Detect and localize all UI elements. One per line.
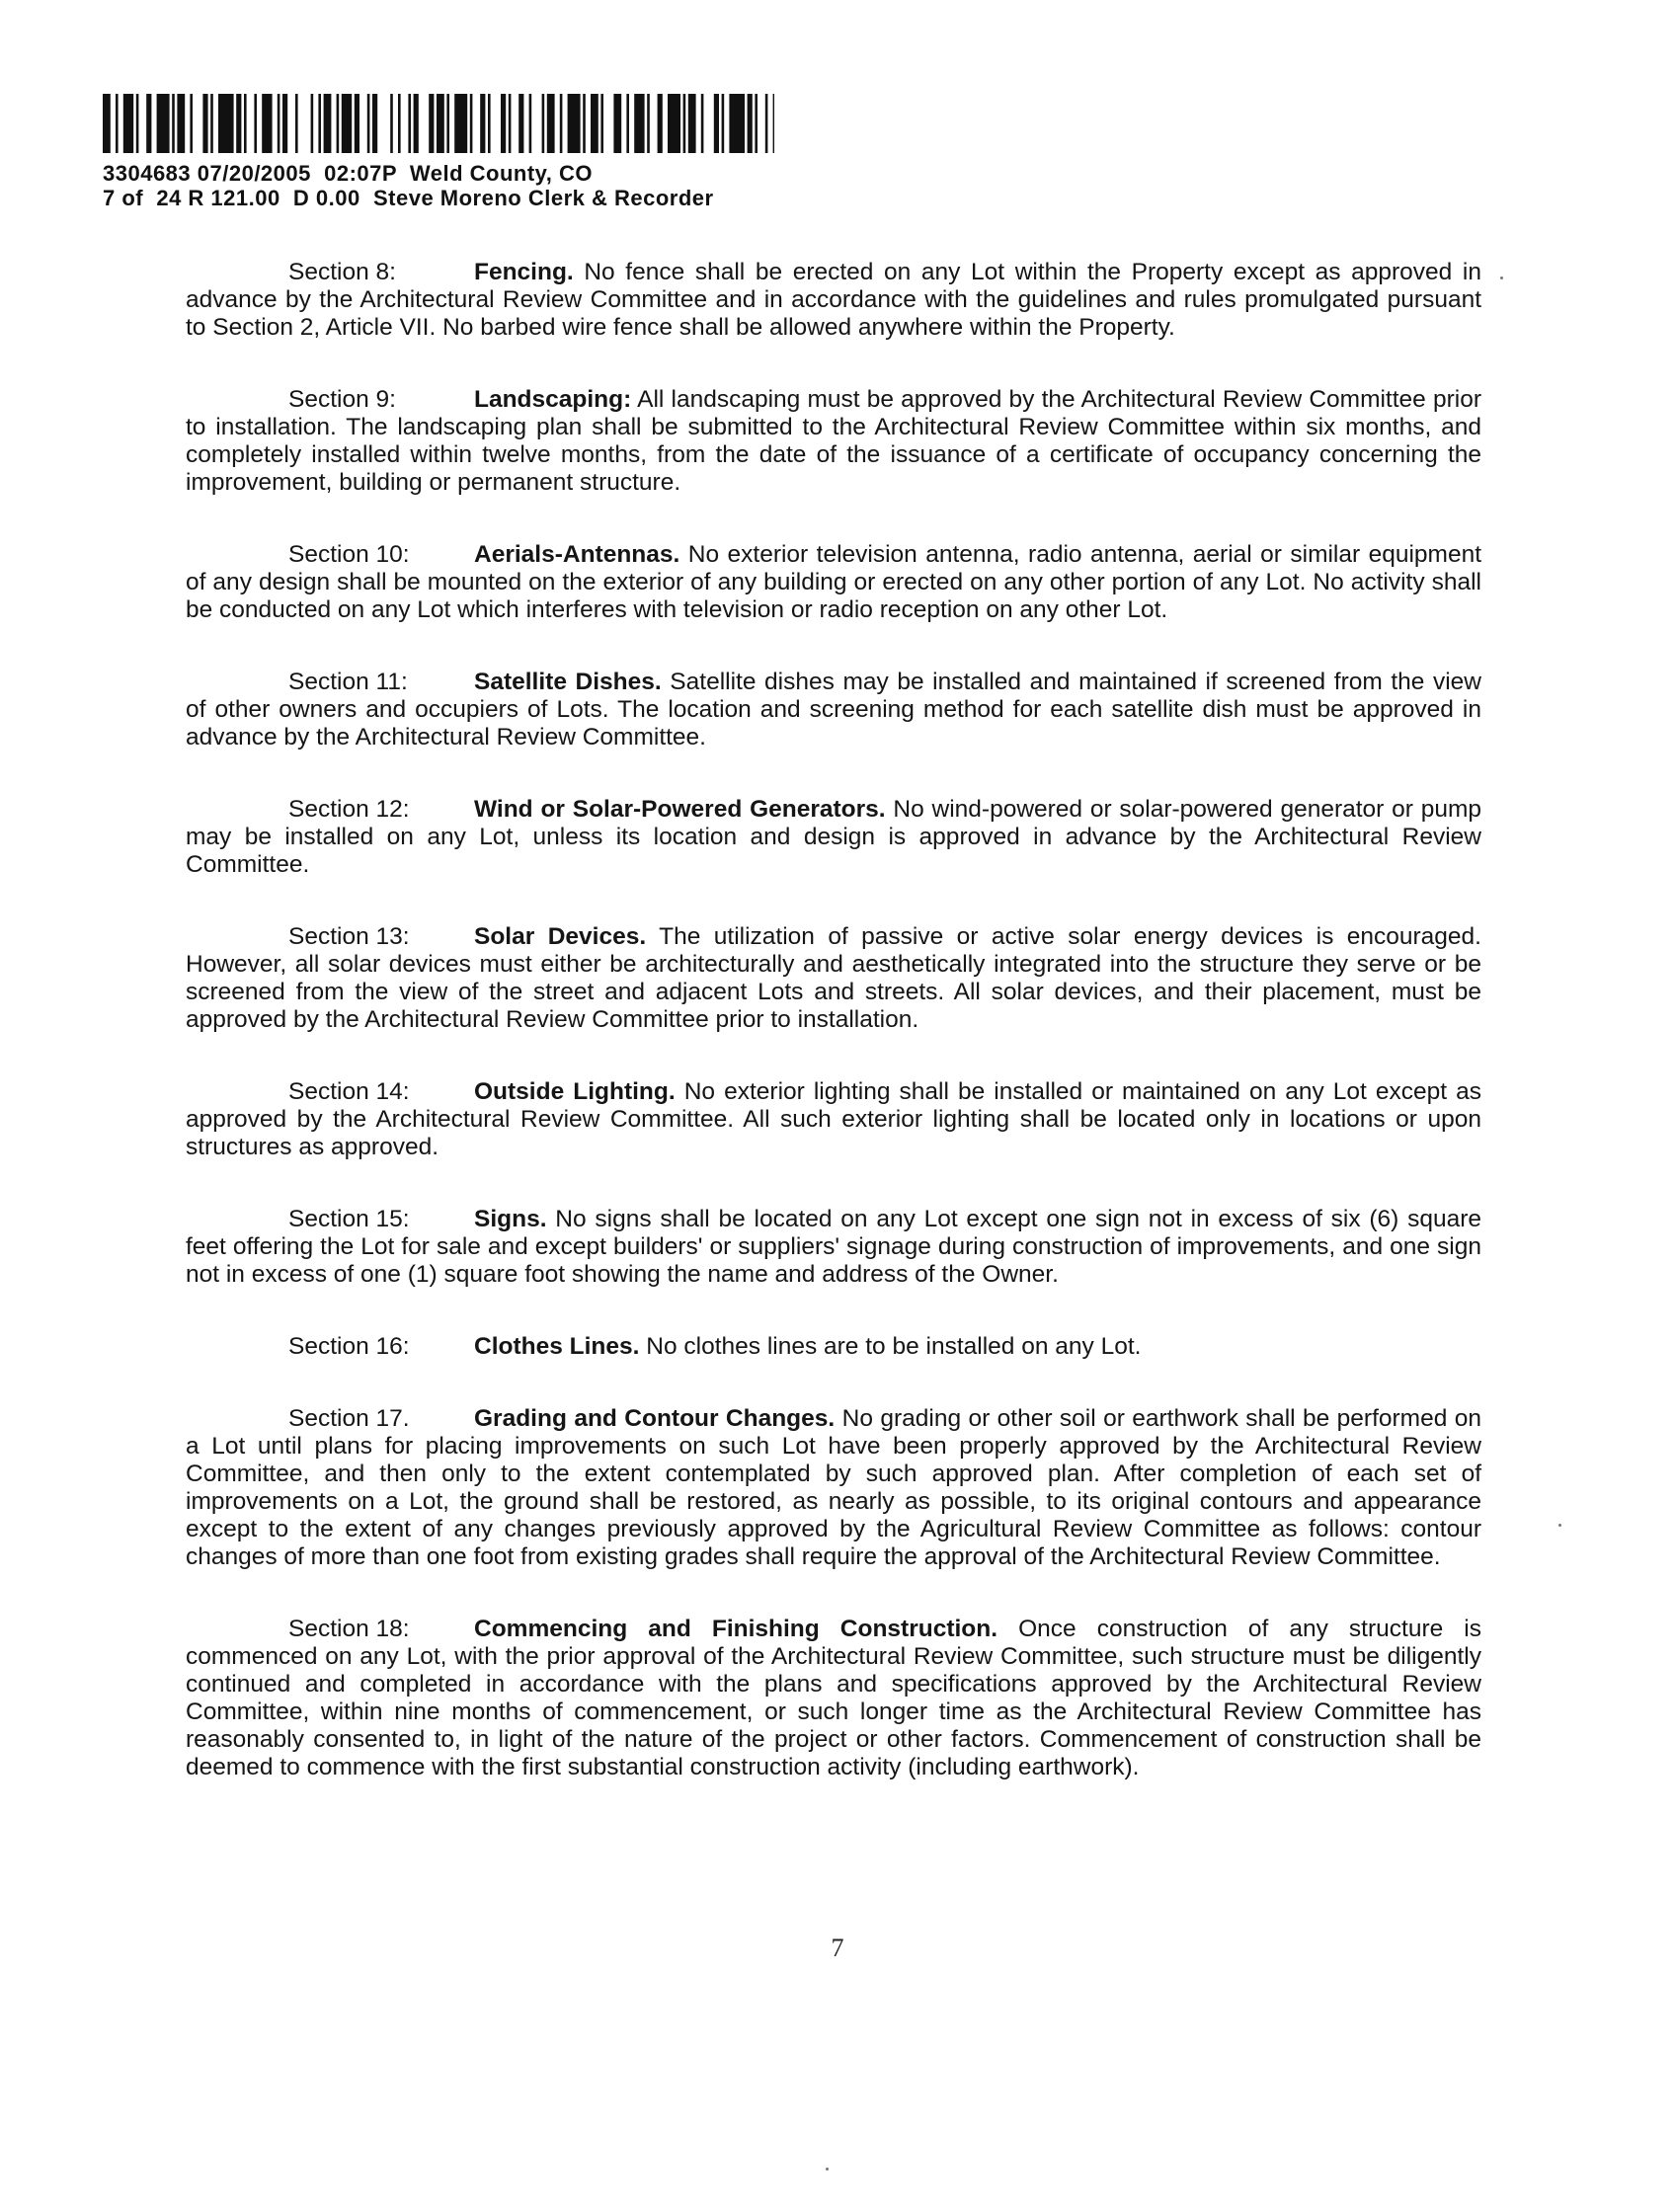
- barcode-bar: [311, 94, 314, 153]
- section-11: [186, 669, 1481, 751]
- barcode-bar: [157, 94, 170, 153]
- section-17: [186, 1405, 1481, 1571]
- section-13: [186, 923, 1481, 1034]
- section-number: Section 13:: [288, 923, 410, 950]
- barcode-bar: [634, 94, 644, 153]
- section-title: Commencing and Finishing Construction.: [474, 1616, 998, 1642]
- barcode-bar: [278, 94, 280, 153]
- barcode-bar: [688, 94, 696, 153]
- barcode-bar: [480, 94, 485, 153]
- barcode-bar: [146, 94, 151, 153]
- section-text: No exterior television antenna, radio antenna, aerial or similar equipment of any design shall be mounted on the exterior of any building or erected on any other portion of any Lot. No activity shall be conducted on any Lot which interferes with television or radio reception on any other Lot.: [186, 541, 1481, 623]
- barcode-bar: [202, 94, 207, 153]
- scan-speck: [1558, 1524, 1561, 1527]
- barcode-bar: [116, 94, 119, 153]
- barcode-bar: [600, 94, 603, 153]
- barcode-bar: [560, 94, 563, 153]
- barcode-bar: [318, 94, 321, 153]
- barcode-bar: [568, 94, 581, 153]
- section-title: Wind or Solar-Powered Generators.: [474, 796, 886, 823]
- section-text: No clothes lines are to be installed on any Lot.: [646, 1333, 1142, 1360]
- section-15: [186, 1206, 1481, 1289]
- section-text: Once construction of any structure is commenced on any Lot, with the prior approval of the Architectural Review Committee, such structure must be diligently continued and completed in accordance with the plans and specifications approved by the Architectural Review Committee, within nine months of commencement, or such longer time as the Architectural Review Committee has reasonably consented to, in light of the nature of the project or other factors. Commencement of construction shall be deemed to commence with the first substantial construction activity (including earthwork).: [186, 1616, 1481, 1780]
- barcode-bar: [755, 94, 758, 153]
- barcode-bar: [295, 94, 298, 153]
- section-title: Signs.: [474, 1206, 547, 1232]
- barcode-bar: [748, 94, 753, 153]
- barcode-bar: [408, 94, 411, 153]
- barcode-bar: [501, 94, 506, 153]
- section-number: Section 10:: [288, 541, 410, 568]
- barcode-bar: [591, 94, 598, 153]
- section-text: No fence shall be erected on any Lot within the Property except as approved in advance by the Architectural Review Committee and in accordance with the guidelines and rules promulgated pursuant to Section 2, Article VII. No barbed wire fence shall be allowed anywhere within the Property.: [186, 259, 1481, 341]
- barcode-bar: [218, 94, 234, 153]
- barcode-bar: [547, 94, 555, 153]
- section-text: No grading or other soil or earthwork shall be performed on a Lot until plans for placing improvements on such Lot have been properly approved by the Architectural Review Committee, and then only to the extent contemplated by such approved plan. After completion of each set of improvements on a Lot, the ground shall be restored, as nearly as possible, to its original contours and appearance except to the extent of any changes previously approved by the Agricultural Review Committee as follows: contour changes of more than one foot from existing grades shall require the approval of the Architectural Review Committee.: [186, 1405, 1481, 1570]
- barcode-bar: [701, 94, 704, 153]
- recording-barcode: [103, 94, 774, 153]
- barcode-bar: [210, 94, 213, 153]
- barcode-bar: [244, 94, 247, 153]
- section-number: Section 17.: [288, 1405, 410, 1432]
- barcode-bar: [454, 94, 467, 153]
- section-text: No signs shall be located on any Lot except one sign not in excess of six (6) square feet offering the Lot for sale and except builders' or suppliers' signage during construction of improvements, and one sign not in excess of one (1) square foot showing the name and address of the Owner.: [186, 1206, 1481, 1288]
- barcode-bar: [355, 94, 359, 153]
- section-text: All landscaping must be approved by the Architectural Review Committee prior to installation. The landscaping plan shall be submitted to the Architectural Review Committee within six months, and completely installed within twelve months, from the date of the issuance of a certificate of occupancy concerning the improvement, building or permanent structure.: [186, 386, 1481, 496]
- section-16: [186, 1333, 1481, 1361]
- barcode-bar: [765, 94, 768, 153]
- recording-info-line-1: 3304683 07/20/2005 02:07P Weld County, CO: [103, 161, 593, 186]
- section-text: The utilization of passive or active solar energy devices is encouraged. However, all solar devices must either be architecturally and aesthetically integrated into the structure they serve or be screened from the view of the street and adjacent Lots and streets. All solar devices, and their placement, must be approved by the Architectural Review Committee prior to installation.: [186, 923, 1481, 1033]
- barcode-bar: [177, 94, 185, 153]
- section-number: Section 11:: [288, 669, 408, 695]
- barcode-bar: [372, 94, 377, 153]
- barcode-bar: [437, 94, 444, 153]
- section-text: No wind-powered or solar-powered generator or pump may be installed on any Lot, unless its location and design is approved in advance by the Architectural Review Committee.: [186, 796, 1481, 878]
- barcode-bar: [668, 94, 680, 153]
- section-number: Section 16:: [288, 1333, 410, 1360]
- barcode-bar: [773, 94, 774, 153]
- section-number: Section 9:: [288, 386, 396, 413]
- barcode-bar: [488, 94, 491, 153]
- scan-speck: [1500, 276, 1503, 279]
- barcode-bar: [123, 94, 133, 153]
- barcode-bar: [722, 94, 725, 153]
- barcode-bar: [342, 94, 352, 153]
- section-18: [186, 1616, 1481, 1781]
- section-10: [186, 541, 1481, 624]
- section-8: [186, 259, 1481, 342]
- barcode-bar: [446, 94, 449, 153]
- barcode-bar: [613, 94, 621, 153]
- barcode-bar: [729, 94, 745, 153]
- barcode-bar: [254, 94, 257, 153]
- barcode-bar: [324, 94, 332, 153]
- barcode-bar: [190, 94, 193, 153]
- barcode-bar: [103, 94, 111, 153]
- barcode-bar: [626, 94, 629, 153]
- section-title: Satellite Dishes.: [474, 669, 662, 695]
- section-title: Outside Lighting.: [474, 1078, 676, 1105]
- barcode-bar: [337, 94, 340, 153]
- barcode-bar: [542, 94, 545, 153]
- barcode-bar: [414, 94, 419, 153]
- section-number: Section 12:: [288, 796, 410, 823]
- recording-info-line-2: 7 of 24 R 121.00 D 0.00 Steve Moreno Clerk & Recorder: [103, 186, 714, 210]
- section-title: Landscaping:: [474, 386, 632, 413]
- barcode-bar: [470, 94, 473, 153]
- section-title: Solar Devices.: [474, 923, 647, 950]
- section-14: [186, 1078, 1481, 1161]
- document-body: [186, 259, 1481, 1826]
- barcode-bar: [714, 94, 719, 153]
- barcode-bar: [398, 94, 401, 153]
- section-title: Grading and Contour Changes.: [474, 1405, 836, 1432]
- page-number: 7: [831, 1934, 844, 1962]
- barcode-bar: [509, 94, 512, 153]
- section-number: Section 14:: [288, 1078, 410, 1105]
- barcode-bar: [262, 94, 272, 153]
- barcode-bar: [172, 94, 175, 153]
- section-title: Clothes Lines.: [474, 1333, 640, 1360]
- section-text: Satellite dishes may be installed and maintained if screened from the view of other owners and occupiers of Lots. The location and screening method for each satellite dish must be approved in advance by the Architectural Review Committee.: [186, 669, 1482, 750]
- barcode-bar: [390, 94, 393, 153]
- section-title: Aerials-Antennas.: [474, 541, 680, 568]
- barcode-bar: [529, 94, 532, 153]
- barcode-bar: [683, 94, 686, 153]
- barcode-bar: [429, 94, 434, 153]
- section-9: [186, 386, 1481, 497]
- barcode-bar: [647, 94, 650, 153]
- section-text: No exterior lighting shall be installed or maintained on any Lot except as approved by the Architectural Review Committee. All such exterior lighting shall be located only in locations or upon structures as approved.: [186, 1078, 1482, 1160]
- section-number: Section 18:: [288, 1616, 410, 1642]
- barcode-bar: [583, 94, 586, 153]
- barcode-bar: [658, 94, 663, 153]
- section-title: Fencing.: [474, 259, 574, 285]
- barcode-bar: [236, 94, 241, 153]
- barcode-bar: [518, 94, 523, 153]
- section-number: Section 15:: [288, 1206, 410, 1232]
- section-12: [186, 796, 1481, 879]
- scan-speck: [826, 2168, 829, 2171]
- barcode-bar: [367, 94, 370, 153]
- section-number: Section 8:: [288, 259, 396, 285]
- barcode-bar: [136, 94, 139, 153]
- barcode-bar: [282, 94, 287, 153]
